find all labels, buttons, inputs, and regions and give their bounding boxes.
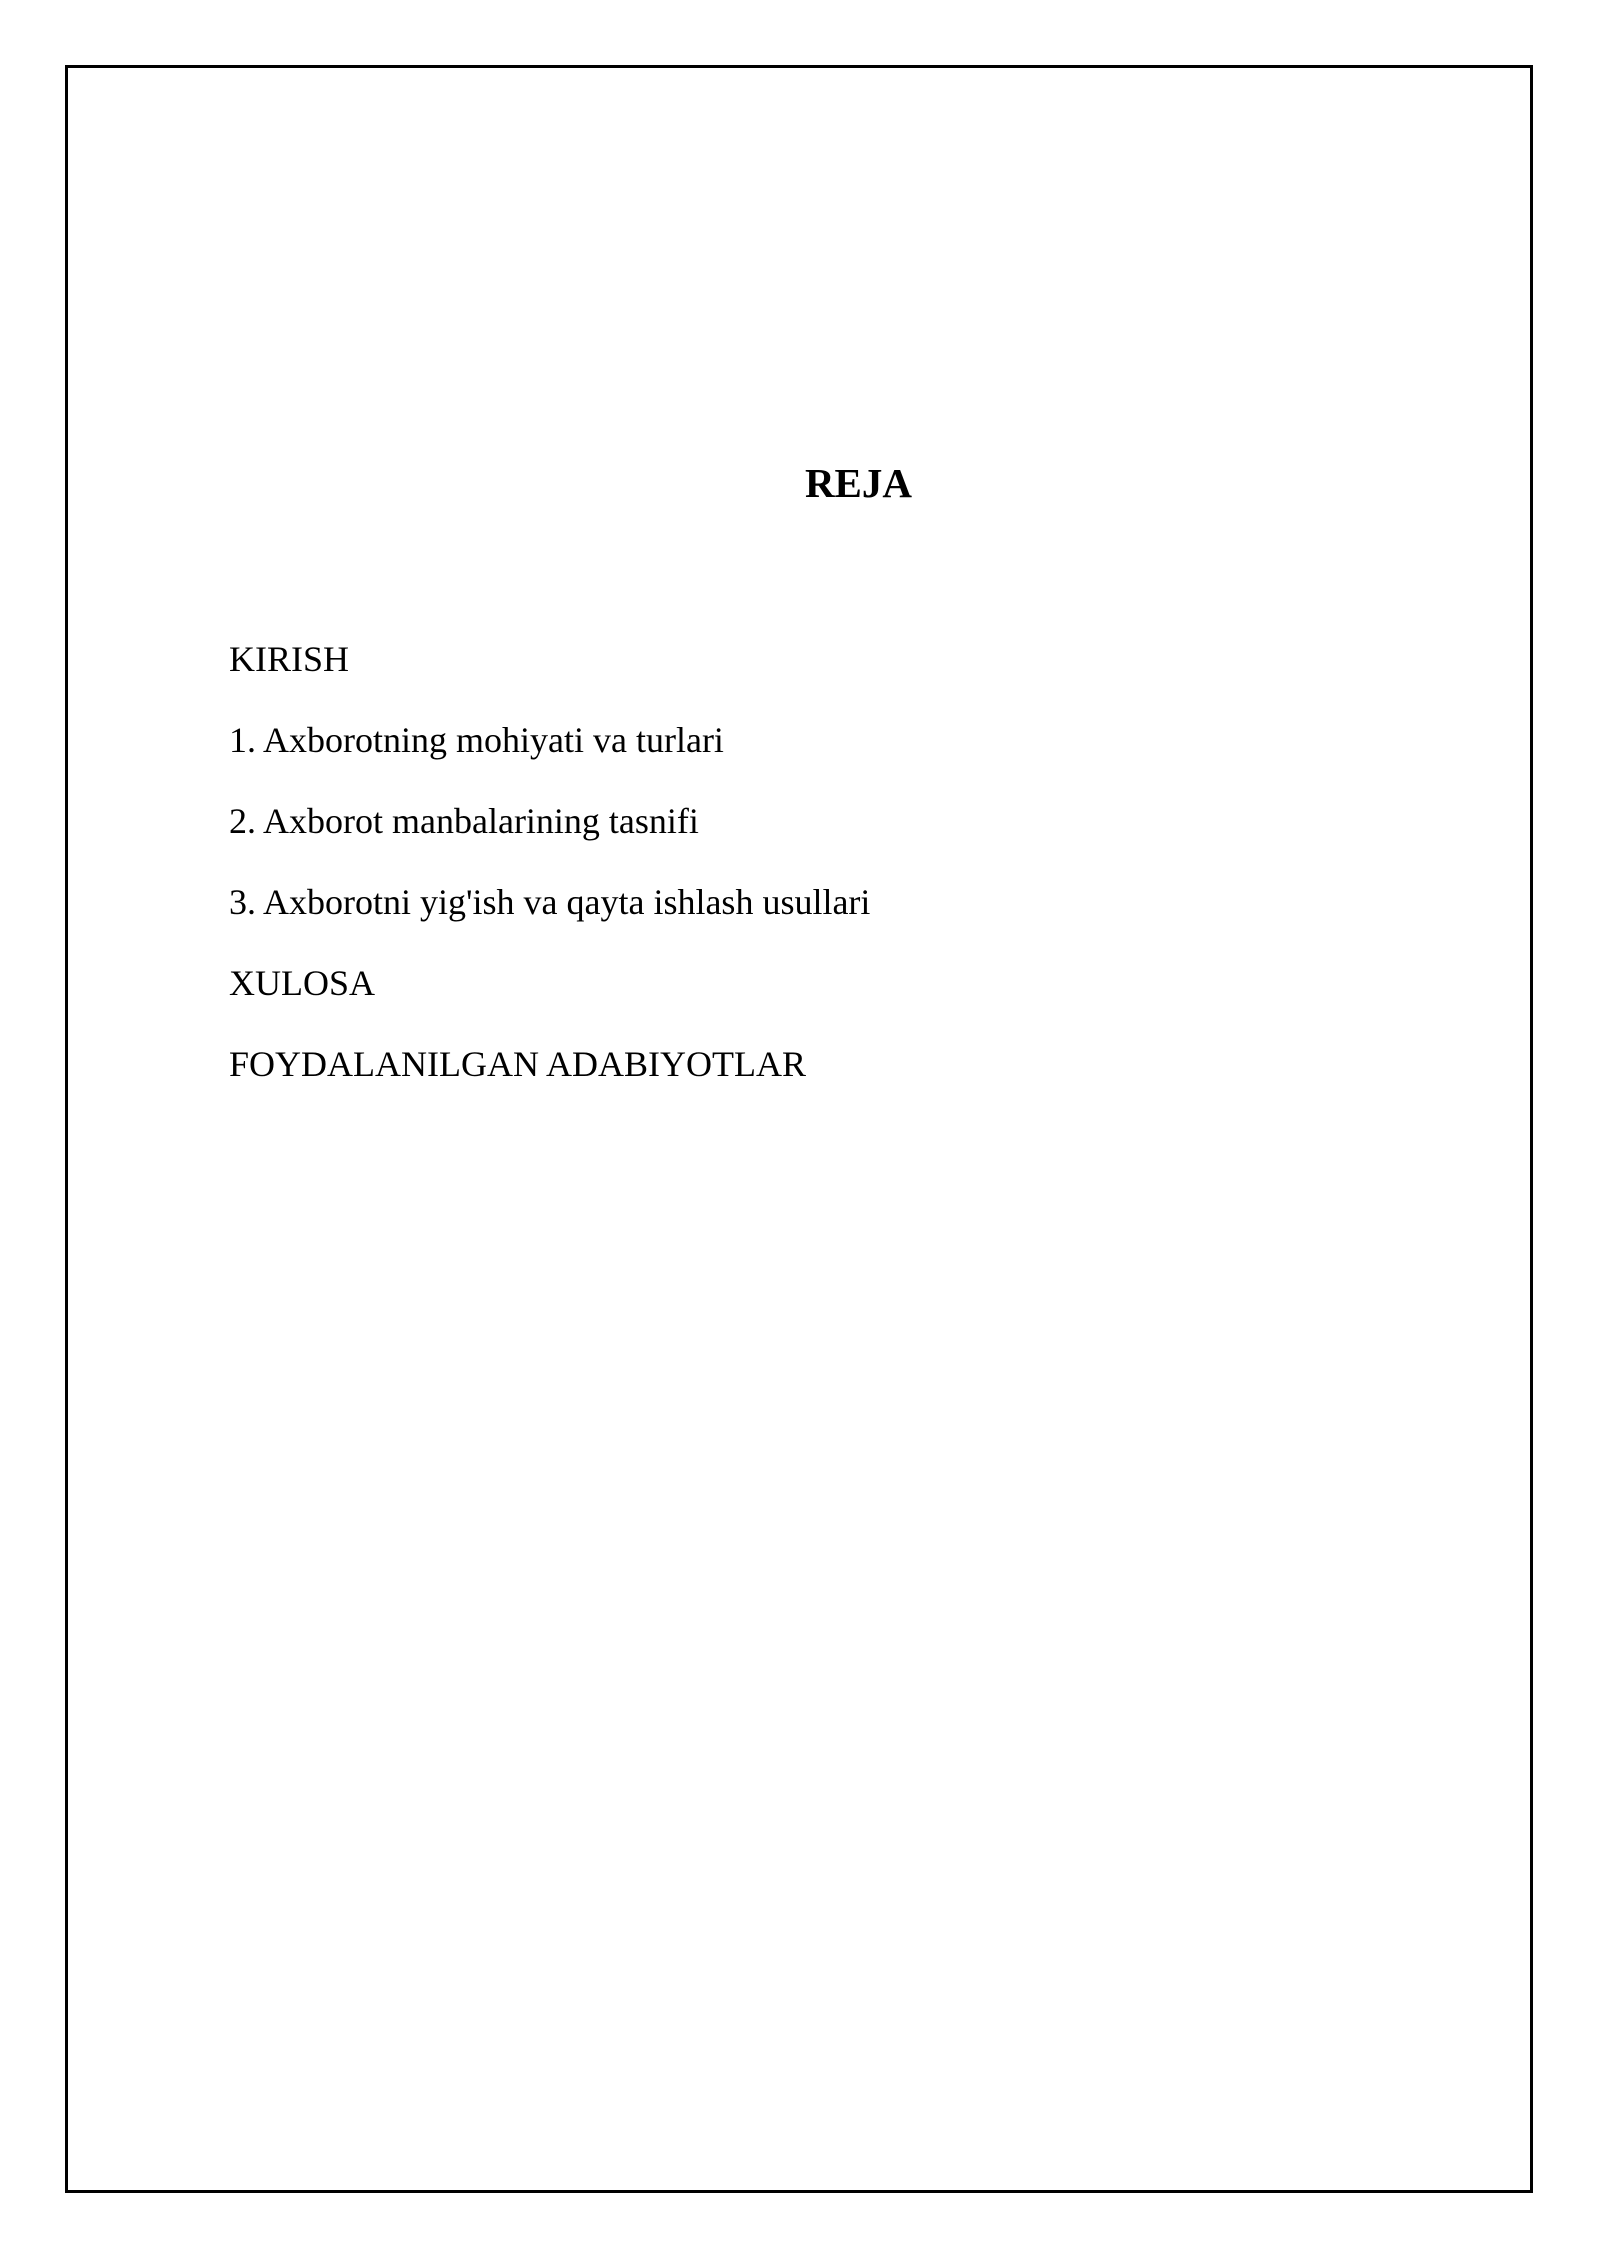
page-border [65, 65, 1533, 2193]
toc-item-references: FOYDALANILGAN ADABIYOTLAR [229, 1044, 806, 1084]
toc-item-3: 3. Axborotni yig'ish va qayta ishlash usullari [229, 882, 871, 922]
table-of-contents [229, 637, 870, 1123]
document-title: REJA [804, 460, 913, 506]
toc-item-2: 2. Axborot manbalarining tasnifi [229, 801, 699, 841]
toc-item-conclusion: XULOSA [229, 963, 376, 1003]
toc-item-introduction: KIRISH [229, 639, 350, 679]
toc-item-1: 1. Axborotning mohiyati va turlari [229, 720, 724, 760]
